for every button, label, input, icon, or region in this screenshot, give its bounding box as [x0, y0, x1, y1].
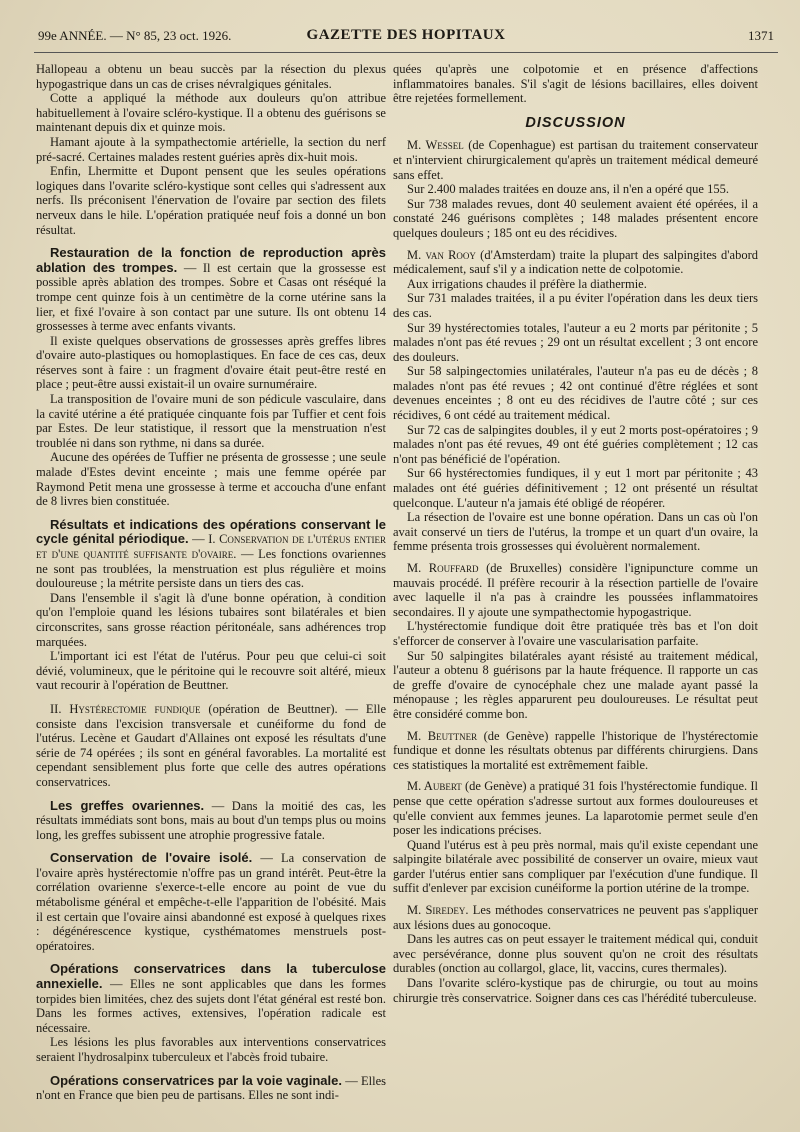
speaker-text: (de Copenhague) est partisan du traitement conservateur et n'intervient chirurgicalement qu'après un traitement médical demeuré sans effet. [393, 138, 758, 182]
discussion-heading: DISCUSSION [525, 114, 626, 131]
section-text: — Dans la moitié des cas, les résultats immédiats sont bons, mais au bout d'un temps plus ou moins long, les greffes subissent une atrophie progressive fatale. [36, 798, 386, 842]
paragraph: Sur 731 malades traitées, il a pu éviter l'opération dans les deux tiers des cas. [393, 291, 758, 320]
speaker-name: M. Beuttner [407, 728, 478, 743]
paragraph: Sur 72 cas de salpingites doubles, il y eut 2 morts post-opératoires ; 9 malades n'ont pas été revues, 49 ont été guéries complètement ; 12 cas n'ont pas bénéficié de l'opération. [393, 422, 758, 466]
paragraph: Dans l'ensemble il s'agit là d'une bonne opération, à condition qu'on l'emploie quand les lésions tubaires sont bilatérales et bien circonscrites, sans grosse réaction péritonéale, sans adhérences trop marquées. [36, 590, 386, 649]
speaker-aubert [393, 779, 758, 837]
paragraph: quées qu'après une colpotomie et en présence d'affections inflammatoires banales. S'il s'agit de lésions bacillaires, elles doivent être rejetées formellement. [393, 62, 758, 106]
paragraph: Il existe quelques observations de grossesses après greffes libres d'ovaire auto-plastiques ou homoplastiques. En face de ces cas, deux réserves sont à faire : un fragment d'ovaire était peut-être resté en place ; peut-être aussi existait-il un ovaire surnuméraire. [36, 333, 386, 392]
section-resultats [36, 518, 386, 591]
paragraph: L'important ici est l'état de l'utérus. Pour peu que celui-ci soit dévié, volumineux, que le péritoine qui le recouvre soit altéré, mieux vaut recourir à l'opération de Beuttner. [36, 649, 386, 693]
paragraph: Sur 2.400 malades traitées en douze ans, il n'en a opéré que 155. [407, 182, 729, 197]
section-text: — Elles n'ont en France que bien peu de partisans. Elles ne sont indi- [36, 1073, 387, 1103]
paragraph: Aux irrigations chaudes il préfère la diathermie. [407, 276, 647, 291]
paragraph: Sur 50 salpingites bilatérales ayant résisté au traitement médical, l'auteur a obtenu 8 guérisons par la haute fréquence. Il rapporte un cas de greffe d'ovaire de cynocéphale chez une malade ayant passé la ménopause ; les règles apparurent peu douloureuses. Le résultat peut être considéré comme bon. [393, 648, 758, 721]
speaker-name: M. Aubert [407, 779, 462, 794]
section-heading: Opérations conservatrices par la voie vaginale. [50, 1072, 342, 1088]
page-number: 1371 [748, 28, 774, 43]
paragraph: Quand l'utérus est à peu près normal, mais qu'il existe cependant une salpingite bilatérale avec possibilité de conserver un ovaire, mieux vaut garder l'utérus entier sans compliquer par l'exécution d'une fundique. Il suffit d'enlever par excision cunéiforme la portion utérine de la trompe. [393, 837, 758, 896]
section-heading: Résultats et indications des opérations conservant le cycle génital périodique. [36, 516, 386, 547]
speaker-beuttner [393, 729, 758, 773]
speaker-text: Les méthodes conservatrices ne peuvent pas s'appliquer aux lésions dues au gonocoque. [393, 903, 758, 932]
speaker-name: M. Siredey. [407, 903, 469, 918]
subsection-heading: II. Hystérectomie fundique [50, 701, 201, 716]
journal-title: GAZETTE DES HOPITAUX [306, 27, 506, 43]
speaker-siredey [393, 903, 758, 932]
paragraph: Hallopeau a obtenu un beau succès par la résection du plexus hypogastrique dans un cas de crises névralgiques génitales. [36, 62, 386, 91]
paragraph: Sur 738 malades revues, dont 40 seulement avaient été opérées, il a constaté 246 guérisons complètes ; 148 malades présentent encore quelques douleurs ; 185 ont eu des récidives. [393, 196, 758, 240]
speaker-wessel [393, 138, 758, 182]
section-text: — Il est certain que la grossesse est possible après ablation des trompes. Sobre et Casas ont réséqué la trompe cent quinze fois à un centimètre de la corne utérine sans la lier, et fixé l'ovaire à son contact par une suture. Ils ont obtenu 14 grossesses à terme avec enfants vivants. [36, 260, 386, 334]
section-text: — Elles ne sont applicables que dans les formes torpides bien limitées, chez des sujets dont l'état général est resté bon. Dans les formes actives, extensives, l'opération radicale est nécessaire. [36, 977, 386, 1035]
paragraph: Sur 58 salpingectomies unilatérales, l'auteur n'a pas eu de décès ; 8 malades n'ont pas été revues ; 42 ont continué d'être réglées et sont devenues enceintes ; 8 ont eu des récidives de l'autre côté ; sur ces récidives, 6 ont cédé au traitement médical. [393, 364, 758, 423]
section-text: (opération de Beuttner). — Elle consiste dans l'excision transversale et cunéiforme du fond de l'utérus. Lecène et Gaudart d'Allaines ont exposé les résultats d'une série de 74 opérées ; ils sont en général favorables. La mortalité est cependant sensiblement plus forte que celle des autres opérations conservatrices. [36, 701, 387, 789]
paragraph: Dans les autres cas on peut essayer le traitement médical qui, conduit avec persévérance, donne plus souvent qu'on ne croit des résultats durables (onction au collargol, glace, lit, vaccins, cures thermales). [393, 932, 758, 976]
page-header [38, 26, 774, 48]
paragraph: Enfin, Lhermitte et Dupont pensent que les seules opérations logiques dans l'ovarite scléro-kystique sont celles qui s'adressent aux nerfs. Ils préconisent l'énervation de l'ovaire par section des filets nerveux dans le hile. L'opération pratiquée neuf fois a donné un bon résultat. [36, 164, 386, 237]
subsection-heading: — I. Conservation de l'utérus entier et d'une quantité suffisante d'ovaire. [36, 532, 386, 561]
section-conservation-ovaire [36, 851, 386, 953]
left-column [36, 62, 386, 1103]
paragraph: Les lésions les plus favorables aux interventions conservatrices seraient l'hydrosalpinx tuberculeux et l'abcès froid tubaire. [36, 1035, 386, 1064]
right-column [393, 62, 758, 1005]
paragraph: La transposition de l'ovaire muni de son pédicule vasculaire, dans la cavité utérine a été pratiquée cinquante fois par Tuffier et cent fois par Estes. De leur statistique, il ressort que la menstruation n'est troublée ni dans son rythme, ni dans sa durée. [36, 392, 386, 450]
paragraph: Dans l'ovarite scléro-kystique pas de chirurgie, ou tout au moins chirurgie très conservatrice. Soigner dans ces cas l'hérédité tuberculeuse. [393, 976, 758, 1005]
speaker-rouffard [393, 561, 758, 619]
paragraph: Sur 39 hystérectomies totales, l'auteur a eu 2 morts par péritonite ; 5 malades n'ont pas été revues ; 29 ont un résultat excellent ; 3 ont encore des douleurs. [393, 320, 758, 364]
section-tuberculose [36, 962, 386, 1035]
paragraph: Hamant ajoute à la sympathectomie artérielle, la section du nerf pré-sacré. Certaines malades restent guéries après dix-huit mois. [36, 134, 386, 164]
paragraph: Sur 66 hystérectomies fundiques, il y eut 1 mort par péritonite ; 43 malades ont été guéries définitivement ; 12 ont présenté un résultat quelconque. L'auteur n'a jamais été obligé de réopérer. [393, 466, 758, 510]
section-text: — La conservation de l'ovaire après hystérectomie n'offre pas un grand intérêt. Peut-être la corrélation ovarienne s'exerce-t-elle encore au point de vue du métabolisme général et empêche-t-elle l'apparition de l'obésité. Mais il est certain que l'ovaire ainsi abandonné est exposé à quelques rixes : dégénérescence kystique, cysthématomes menstruels post-opératoires. [36, 851, 386, 953]
speaker-text: (de Genève) a pratiqué 31 fois l'hystérectomie fundique. Il pense que cette opération s'adresse surtout aux formes douloureuses et qu'elle convient aux femmes jeunes. La laparotomie permet seule d'en poser les indications précises. [393, 779, 758, 838]
section-heading: Conservation de l'ovaire isolé. [50, 850, 253, 866]
issue-info: 99e ANNÉE. — N° 85, 23 oct. 1926. [38, 28, 232, 43]
speaker-text: (de Genève) rappelle l'historique de l'hystérectomie fundique et donne les résultats obtenus par différents chirurgiens. Dans ces statistiques la mortalité est extrêmement faible. [393, 728, 758, 772]
paragraph: Cotte a appliqué la méthode aux douleurs qu'on attribue habituellement à l'ovaire scléro-kystique. Il a obtenu des guérisons se maintenant depuis dix et quinze mois. [36, 91, 386, 135]
section-hysterectomie [36, 702, 386, 790]
paragraph: Aucune des opérées de Tuffier ne présenta de grossesse ; une seule malade d'Estes devint enceinte ; mais une femme opérée par Raymond Petit mena une grossesse à terme et accoucha d'une enfant de 8 livres bien constituée. [36, 450, 386, 509]
speaker-van-rooy [393, 248, 758, 277]
speaker-name: M. van Rooy [407, 247, 476, 262]
section-text: — Les fonctions ovariennes ne sont pas troublées, la menstruation est plus régulière et moins douloureuse ; la métrite persiste dans un tiers des cas. [36, 547, 386, 591]
section-heading: Opérations conservatrices dans la tuberculose annexielle. [36, 961, 386, 992]
section-greffes [36, 799, 386, 843]
speaker-text: (d'Amsterdam) traite la plupart des salpingites d'abord médicalement, sauf s'il y a indication nette de colpotomie. [393, 247, 759, 277]
paragraph: L'hystérectomie fundique doit être pratiquée très bas et l'on doit s'efforcer de conserver à l'ovaire une vascularisation parfaite. [393, 619, 758, 648]
section-heading: Les greffes ovariennes. [50, 797, 205, 813]
speaker-name: M. Wessel [407, 138, 464, 153]
paragraph: La résection de l'ovaire est une bonne opération. Dans un cas où l'on avait conservé un tiers de l'utérus, la trompe et un quart d'un ovaire, la femme présenta trois grossesses qui évoluèrent normalement. [393, 510, 758, 554]
speaker-name: M. Rouffard [407, 561, 479, 575]
speaker-text: (de Bruxelles) considère l'ignipuncture comme un mauvais procédé. Il préfère recourir à la résection partielle de l'ovaire avec laquelle il n'a pas à craindre les poussées inflammatoires secondaires. Il y ajoute une sympathectomie hypogastrique. [393, 561, 759, 619]
section-heading: Restauration de la fonction de reproduction après ablation des trompes. [36, 245, 386, 275]
header-rule [34, 52, 778, 53]
section-voie-vaginale [36, 1074, 386, 1103]
section-restauration [36, 246, 386, 334]
